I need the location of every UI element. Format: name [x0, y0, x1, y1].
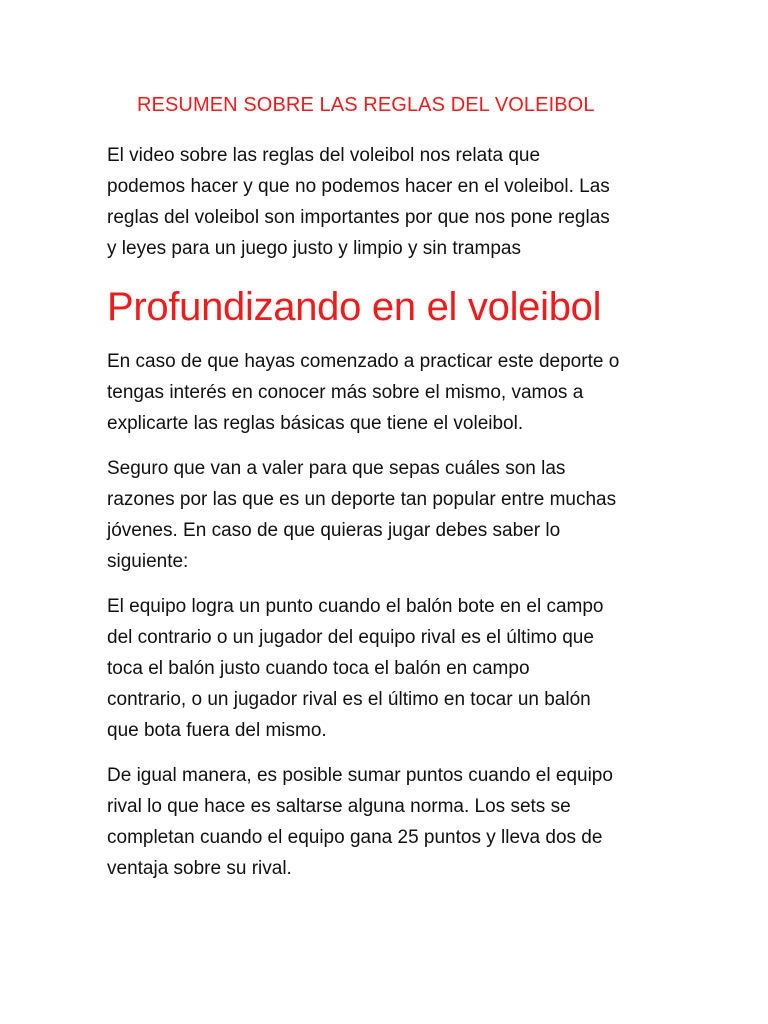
body-paragraph	[107, 346, 687, 439]
text-line: El video sobre las reglas del voleibol nos relata que	[107, 145, 541, 166]
text-line: Seguro que van a valer para que sepas cuáles son las	[107, 458, 566, 479]
text-line: explicarte las reglas básicas que tiene el voleibol.	[107, 413, 524, 434]
intro-paragraph	[107, 140, 687, 264]
document-body	[107, 140, 687, 898]
text-line: rival lo que hace es saltarse alguna norma. Los sets se	[107, 796, 571, 817]
text-line: siguiente:	[107, 551, 189, 572]
text-line: De igual manera, es posible sumar puntos cuando el equipo	[107, 765, 613, 786]
text-line: completan cuando el equipo gana 25 puntos y lleva dos de	[107, 827, 603, 848]
body-paragraph	[107, 453, 687, 577]
text-line: podemos hacer y que no podemos hacer en el voleibol. Las	[107, 176, 610, 197]
text-line: toca el balón justo cuando toca el balón en campo	[107, 658, 530, 679]
text-line: razones por las que es un deporte tan popular entre muchas	[107, 489, 617, 510]
section-heading: Profundizando en el voleibol	[107, 285, 602, 329]
text-line: ventaja sobre su rival.	[107, 858, 292, 879]
text-line: En caso de que hayas comenzado a practicar este deporte o	[107, 351, 620, 372]
text-line: del contrario o un jugador del equipo rival es el último que	[107, 627, 594, 648]
text-line: El equipo logra un punto cuando el balón bote en el campo	[107, 596, 604, 617]
body-paragraph	[107, 760, 687, 884]
text-line: y leyes para un juego justo y limpio y sin trampas	[107, 238, 521, 259]
text-line: que bota fuera del mismo.	[107, 720, 327, 741]
text-line: contrario, o un jugador rival es el último en tocar un balón	[107, 689, 591, 710]
text-line: tengas interés en conocer más sobre el mismo, vamos a	[107, 382, 584, 403]
text-line: reglas del voleibol son importantes por que nos pone reglas	[107, 207, 610, 228]
document-title: RESUMEN SOBRE LAS REGLAS DEL VOLEIBOL	[137, 94, 595, 116]
text-line: jóvenes. En caso de que quieras jugar debes saber lo	[107, 520, 561, 541]
body-paragraph	[107, 591, 687, 746]
